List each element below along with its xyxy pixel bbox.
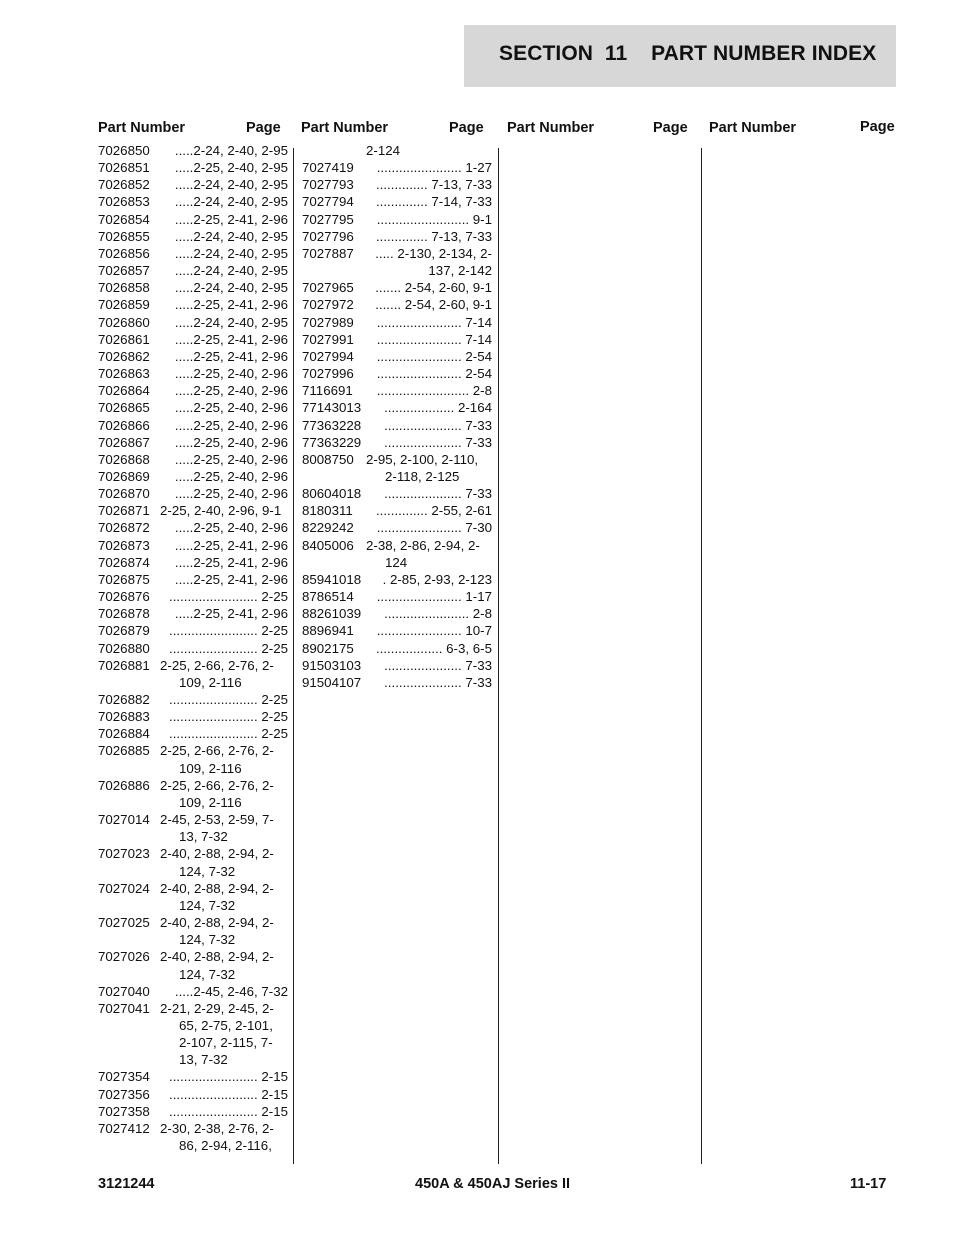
page-references: ........................ 2-25 [169, 726, 288, 742]
page-references: 2-40, 2-88, 2-94, 2-124, 7-32 [160, 880, 274, 913]
page-references: .....2-25, 2-41, 2-96 [174, 606, 288, 622]
col4-part-header: Part Number [709, 120, 797, 136]
col1-page-header: Page [246, 120, 281, 136]
index-entry [98, 657, 288, 691]
part-number: 8229242 [302, 520, 354, 536]
part-number: 85941018 [302, 571, 362, 587]
index-entry [98, 434, 288, 451]
page-references: .....2-25, 2-41, 2-96 [174, 211, 288, 227]
page-references: .............. 2-55, 2-61 [375, 503, 492, 519]
page-references: .....2-25, 2-40, 2-96 [174, 434, 288, 450]
page-references: .............. 7-13, 7-33 [375, 177, 492, 193]
col1-part-header: Part Number [98, 120, 186, 136]
page-references: .....2-24, 2-40, 2-95 [174, 177, 288, 193]
page-references: ....................... 2-54 [376, 348, 492, 364]
index-entry [302, 485, 492, 502]
page-references: .....2-25, 2-41, 2-96 [174, 571, 288, 587]
page-references: .....2-25, 2-40, 2-95 [174, 160, 288, 176]
part-number: 77363229 [302, 434, 362, 450]
page-references: 2-124 [366, 143, 401, 158]
part-number: 7026873 [98, 537, 150, 553]
index-entry [98, 880, 288, 914]
part-number: 7026870 [98, 486, 150, 502]
part-number: 8008750 [302, 451, 354, 467]
page-references: 2-38, 2-86, 2-94, 2-124 [366, 537, 480, 570]
page-references: 2-40, 2-88, 2-94, 2-124, 7-32 [160, 949, 274, 982]
part-number: 88261039 [302, 606, 362, 622]
page-references: .....2-25, 2-41, 2-96 [174, 297, 288, 313]
part-number: 7026882 [98, 692, 150, 707]
page-references: ..................... 7-33 [384, 434, 492, 450]
index-entry [302, 657, 492, 674]
part-number: 8180311 [302, 503, 353, 519]
index-entry [302, 365, 492, 382]
index-entry [98, 605, 288, 622]
part-number: 7026872 [98, 520, 150, 536]
page-references: .....2-25, 2-40, 2-96 [174, 366, 288, 382]
index-entry [98, 1120, 288, 1154]
part-number: 91504107 [302, 674, 362, 690]
index-entry [302, 211, 492, 228]
part-number: 7026850 [98, 143, 150, 158]
page-references: .....2-25, 2-41, 2-96 [174, 348, 288, 364]
page-references: ....................... 7-14 [376, 314, 492, 330]
part-number: 7026856 [98, 245, 150, 261]
index-entry [302, 228, 492, 245]
index-entry [302, 348, 492, 365]
index-entry [302, 434, 492, 451]
part-number: 7026858 [98, 280, 150, 296]
part-number: 7027795 [302, 211, 354, 227]
part-number: 7026854 [98, 211, 150, 227]
index-entry [98, 622, 288, 639]
footer-page-number: 11-17 [850, 1176, 887, 1192]
index-entry [98, 159, 288, 176]
part-number: 7027965 [302, 280, 354, 296]
page-references: ....................... 7-14 [376, 331, 492, 347]
index-entry [98, 314, 288, 331]
part-number: 7026883 [98, 709, 150, 725]
page-references: .....2-24, 2-40, 2-95 [174, 263, 288, 279]
page-references: 2-45, 2-53, 2-59, 7-13, 7-32 [160, 812, 274, 845]
part-number: 7027024 [98, 880, 150, 896]
page-references: .....2-25, 2-40, 2-96 [174, 383, 288, 399]
part-number: 7026884 [98, 726, 150, 742]
part-number: 7026881 [98, 657, 150, 673]
page-references: 2-25, 2-66, 2-76, 2-109, 2-116 [160, 743, 274, 776]
index-entry [98, 382, 288, 399]
index-entry [98, 725, 288, 742]
index-entry [302, 331, 492, 348]
page-references: ........................ 2-25 [169, 640, 288, 656]
part-number: 7026860 [98, 314, 150, 330]
index-entry [302, 245, 492, 279]
page-references: 2-30, 2-38, 2-76, 2-86, 2-94, 2-116, [160, 1120, 274, 1154]
index-entry [98, 588, 288, 605]
page-references: .....2-25, 2-41, 2-96 [174, 331, 288, 347]
part-number: 7026886 [98, 777, 150, 793]
index-entry [302, 417, 492, 434]
index-entry [98, 502, 288, 519]
part-number: 7116691 [302, 383, 353, 399]
page-references: ................... 2-164 [384, 400, 492, 416]
page-references: ........................ 2-25 [169, 623, 288, 639]
part-number: 7026864 [98, 383, 150, 399]
col4-page-header: Page [860, 119, 895, 135]
col2-part-header: Part Number [301, 120, 389, 136]
page-references: .....2-24, 2-40, 2-95 [174, 245, 288, 261]
index-entry [98, 262, 288, 279]
part-number: 7027796 [302, 228, 354, 244]
part-number: 7026853 [98, 194, 150, 210]
index-entry [98, 451, 288, 468]
page-references: .....2-25, 2-40, 2-96 [174, 486, 288, 502]
page-references: .....2-25, 2-41, 2-96 [174, 554, 288, 570]
page-references: .....2-24, 2-40, 2-95 [174, 314, 288, 330]
page-references: . 2-85, 2-93, 2-123 [382, 571, 492, 587]
part-number: 7026862 [98, 348, 150, 364]
index-entry [302, 382, 492, 399]
index-entry [98, 983, 288, 1000]
page-references: .....2-24, 2-40, 2-95 [174, 194, 288, 210]
index-entry [98, 811, 288, 845]
index-entry [98, 845, 288, 879]
index-entry [98, 640, 288, 657]
part-number: 80604018 [302, 486, 362, 502]
page-references: ....................... 7-30 [376, 520, 492, 536]
column-divider [498, 148, 499, 1164]
page-references: ....... 2-54, 2-60, 9-1 [375, 297, 492, 313]
index-entry [98, 742, 288, 776]
col3-page-header: Page [653, 120, 688, 136]
page-references: ..... 2-130, 2-134, 2-137, 2-142 [375, 245, 492, 279]
index-entry [98, 142, 288, 159]
part-number: 7027794 [302, 194, 354, 210]
page-references: .....2-24, 2-40, 2-95 [174, 143, 288, 158]
index-entry [98, 537, 288, 554]
part-number: 7026851 [98, 160, 150, 176]
part-number: 7026878 [98, 606, 150, 622]
page-references: .............. 7-14, 7-33 [375, 194, 492, 210]
page-references: .....2-24, 2-40, 2-95 [174, 280, 288, 296]
part-number: 7027040 [98, 983, 150, 999]
page-references: ..................... 7-33 [384, 417, 492, 433]
index-entry [302, 451, 492, 485]
page-references: ........................ 2-25 [169, 692, 288, 707]
part-number: 8405006 [302, 537, 354, 553]
page-references: .....2-25, 2-40, 2-96 [174, 520, 288, 536]
index-entry [302, 519, 492, 536]
index-entry [302, 502, 492, 519]
column-divider [701, 148, 702, 1164]
page-references: ........................ 2-15 [169, 1103, 288, 1119]
footer-model: 450A & 450AJ Series II [415, 1176, 571, 1192]
index-column-2 [302, 142, 492, 691]
part-number: 7026863 [98, 366, 150, 382]
part-number: 8902175 [302, 640, 354, 656]
index-entry [98, 708, 288, 725]
part-number: 7026871 [98, 503, 150, 519]
index-entry [98, 1086, 288, 1103]
part-number: 7026879 [98, 623, 150, 639]
page-references: 2-40, 2-88, 2-94, 2-124, 7-32 [160, 915, 274, 948]
column-divider [293, 148, 294, 1164]
part-number: 7027356 [98, 1086, 150, 1102]
part-number: 7027887 [302, 245, 354, 261]
index-entry [98, 211, 288, 228]
index-entry [98, 417, 288, 434]
index-entry [302, 537, 492, 571]
index-entry [98, 365, 288, 382]
page-references: .....2-25, 2-41, 2-96 [174, 537, 288, 553]
index-entry [302, 640, 492, 657]
part-number: 7027793 [302, 177, 354, 193]
page-references: 2-25, 2-66, 2-76, 2-109, 2-116 [160, 777, 274, 810]
part-number: 7027412 [98, 1120, 150, 1136]
page-references: ..................... 7-33 [384, 486, 492, 502]
page-references: ........................ 2-15 [169, 1086, 288, 1102]
index-entry [302, 571, 492, 588]
part-number: 7026865 [98, 400, 150, 416]
part-number: 7027023 [98, 846, 150, 862]
page-references: 2-25, 2-66, 2-76, 2-109, 2-116 [160, 657, 274, 690]
page-references: ....................... 1-17 [376, 589, 492, 605]
part-number: 8786514 [302, 589, 354, 605]
index-entry [98, 399, 288, 416]
part-number: 8896941 [302, 623, 354, 639]
part-number: 7026876 [98, 589, 150, 605]
part-number: 77363228 [302, 417, 362, 433]
page-references: ....................... 1-27 [376, 160, 492, 176]
page-references: 2-21, 2-29, 2-45, 2-65, 2-75, 2-101, 2-107, 2-115, 7-13, 7-32 [160, 1000, 274, 1068]
page-references: ..................... 7-33 [384, 674, 492, 690]
index-entry [98, 519, 288, 536]
part-number: 7026885 [98, 743, 150, 759]
index-entry [98, 176, 288, 193]
index-entry [98, 1000, 288, 1069]
index-entry [98, 485, 288, 502]
part-number: 7026859 [98, 297, 150, 313]
index-entry [302, 622, 492, 639]
page-references: ........................ 2-15 [169, 1069, 288, 1085]
part-number: 7026852 [98, 177, 150, 193]
page-references: 2-25, 2-40, 2-96, 9-1 [160, 503, 282, 519]
page-references: ..................... 7-33 [384, 657, 492, 673]
part-number: 7027026 [98, 949, 150, 965]
page-references: .....2-24, 2-40, 2-95 [174, 228, 288, 244]
page-references: ....................... 2-8 [384, 606, 492, 622]
part-number: 7027991 [302, 331, 354, 347]
index-entry [302, 605, 492, 622]
page-references: .....2-25, 2-40, 2-96 [174, 417, 288, 433]
part-number: 7027014 [98, 812, 150, 828]
index-entry [98, 1068, 288, 1085]
index-entry [302, 296, 492, 313]
index-entry [302, 176, 492, 193]
page-references: ....................... 2-54 [376, 366, 492, 382]
part-number: 7027358 [98, 1103, 150, 1119]
index-entry [98, 193, 288, 210]
index-entry [98, 948, 288, 982]
section-title: PART NUMBER INDEX [651, 42, 877, 65]
page-references: ......................... 9-1 [376, 211, 492, 227]
page-references: 2-40, 2-88, 2-94, 2-124, 7-32 [160, 846, 274, 879]
page-references: ....... 2-54, 2-60, 9-1 [375, 280, 492, 296]
part-number: 7026874 [98, 554, 150, 570]
index-entry [302, 279, 492, 296]
index-entry [98, 228, 288, 245]
index-entry [98, 571, 288, 588]
part-number: 7027989 [302, 314, 354, 330]
part-number: 7026868 [98, 451, 150, 467]
page-references: .....2-25, 2-40, 2-96 [174, 400, 288, 416]
index-entry [302, 142, 492, 159]
part-number: 77143013 [302, 400, 362, 416]
part-number: 7026867 [98, 434, 150, 450]
index-entry [98, 348, 288, 365]
page-references: .....2-25, 2-40, 2-96 [174, 451, 288, 467]
index-entry [98, 279, 288, 296]
index-entry [302, 399, 492, 416]
index-entry [98, 914, 288, 948]
index-entry [302, 588, 492, 605]
index-entry [302, 314, 492, 331]
page-title [499, 42, 876, 66]
index-entry [98, 331, 288, 348]
index-entry [98, 1103, 288, 1120]
part-number: 7026861 [98, 331, 150, 347]
page-references: .....2-25, 2-40, 2-96 [174, 468, 288, 484]
index-entry [302, 159, 492, 176]
index-entry [98, 296, 288, 313]
index-column-1 [98, 142, 288, 1154]
index-entry [98, 691, 288, 708]
part-number: 7027994 [302, 348, 354, 364]
part-number: 7027025 [98, 915, 150, 931]
page-references: ........................ 2-25 [169, 709, 288, 725]
page-references: ........................ 2-25 [169, 589, 288, 605]
page-references: ......................... 2-8 [376, 383, 492, 399]
index-entry [98, 245, 288, 262]
col3-part-header: Part Number [507, 120, 595, 136]
index-entry [98, 468, 288, 485]
footer-doc-number: 3121244 [98, 1176, 155, 1192]
part-number: 7026857 [98, 263, 150, 279]
part-number: 7027996 [302, 366, 354, 382]
index-entry [302, 674, 492, 691]
part-number: 7026880 [98, 640, 150, 656]
part-number: 7026869 [98, 468, 150, 484]
part-number: 91503103 [302, 657, 362, 673]
part-number: 7026855 [98, 228, 150, 244]
page-references: .....2-45, 2-46, 7-32 [174, 983, 288, 999]
col2-page-header: Page [449, 120, 484, 136]
page-references: 2-95, 2-100, 2-110, 2-118, 2-125 [366, 451, 479, 484]
index-entry [98, 554, 288, 571]
part-number: 7026875 [98, 571, 150, 587]
index-entry [302, 193, 492, 210]
part-number: 7027354 [98, 1069, 150, 1085]
section-number: SECTION 11 [499, 42, 628, 65]
page-references: .................. 6-3, 6-5 [375, 640, 492, 656]
part-number: 7027041 [98, 1000, 150, 1016]
index-entry [98, 777, 288, 811]
part-number: 7027419 [302, 160, 354, 176]
part-number: 7027972 [302, 297, 354, 313]
page-references: .............. 7-13, 7-33 [375, 228, 492, 244]
page-references: ....................... 10-7 [376, 623, 492, 639]
part-number: 7026866 [98, 417, 150, 433]
